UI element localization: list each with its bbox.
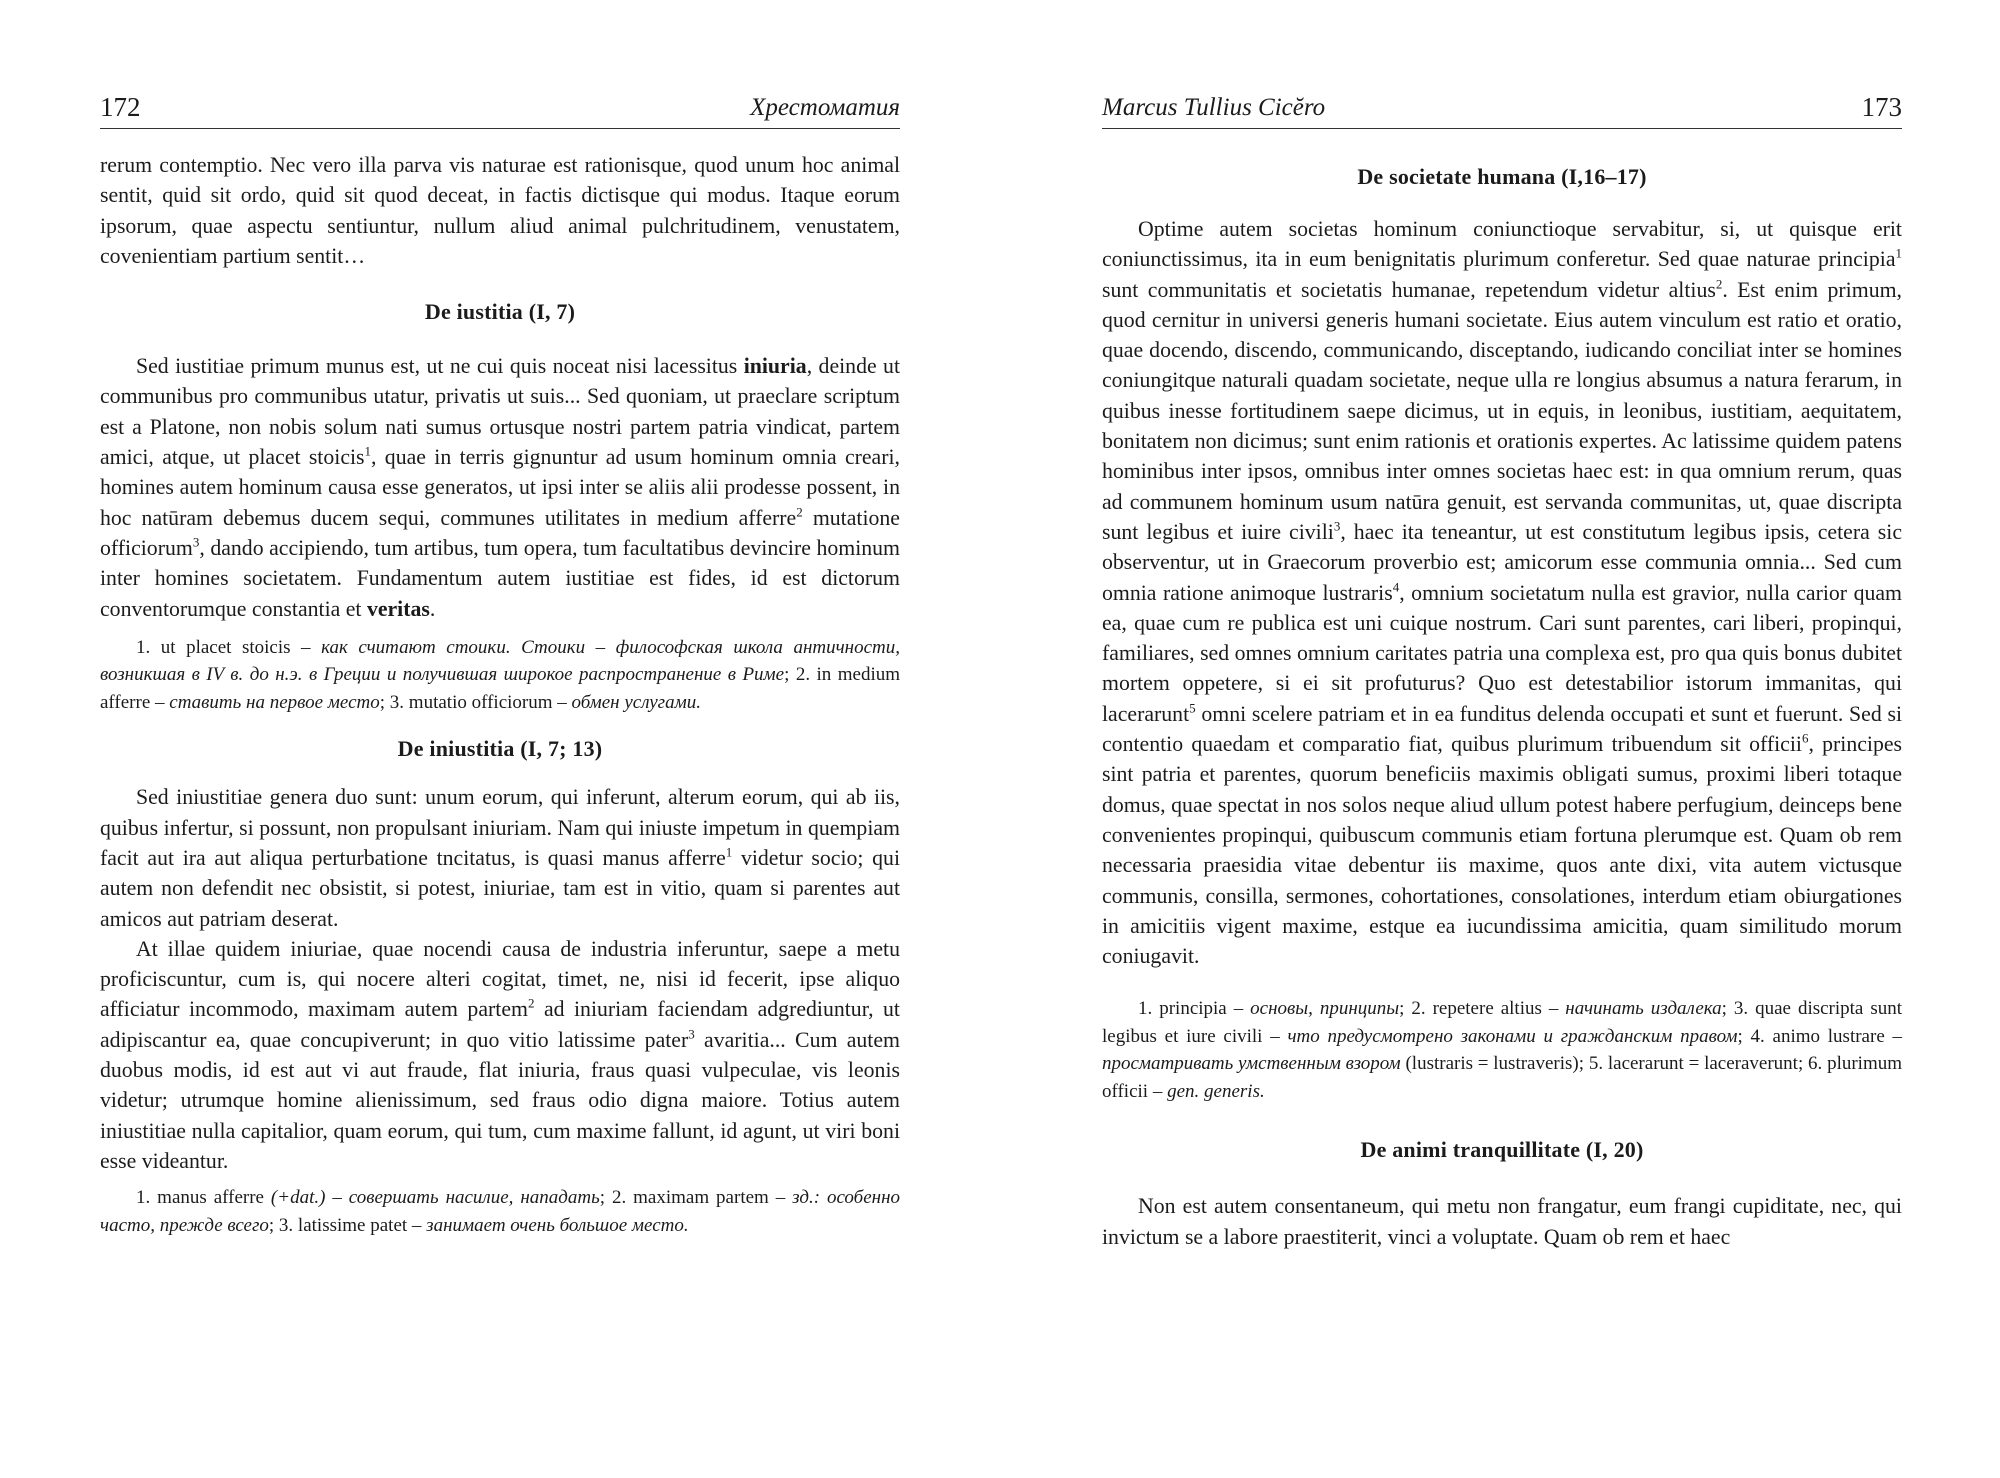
running-header [100,84,900,129]
footnote: 1. manus afferre (+dat.) – совершать насилие, нападать; 2. maximam partem – зд.: особенно часто, прежде всего; 3. latissime patet – занимает очень большое место. [100,1187,901,1236]
footnote: 1. principia – основы, принципы; 2. repetere altius – начинать издалека; 3. quae discripta sunt legibus et iure civili – что предусмотрено законами и гражданским правом; 4. animo lustrare – просматривать умственным взором (lustraris = lustraveris); 5. lacerarunt = laceraverunt; 6. plurimum officii – gen. generis. [1102,998,1903,1102]
section-heading: De iustitia (I, 7) [424,299,576,325]
footnote-ref: 2 [1715,276,1723,292]
footnote-ref: 1 [364,443,372,459]
paragraph: Sed iustitiae primum munus est, ut ne cui quis noceat nisi lacessitus iniuria, deinde ut communibus pro communibus utatur, privatis ut suis... Sed quoniam, ut praeclare scriptum est a Platone, non nobis solum nati sumus ortusque nostri partem patria vindicat, partem amici, atque, ut placet stoicis$^1$, quae in terris gignuntur ad usum hominum omnia creari, homines autem hominum causa esse generatos, ut ipsi inter se aliis alii prodesse possent, in hoc natūram debemus ducem sequi, communes utilitates in medium afferre$^2$ mutatione officiorum$^3$, dando accipiendo, tum artibus, tum opera, tum facultatibus devincire hominum inter homines societatem. Fundamentum autem iustitiae est fides, id est dictorum conventorumque constantia et veritas. [100,354,901,621]
paragraph: Sed iniustitiae genera duo sunt: unum eorum, qui inferunt, alterum eorum, qui ab iis, quibus infertur, si possunt, non propulsant iniuriam. Nam qui iniuste impetum in quempiam facit aut ira aut aliqua perturbatione tncitatus, is quasi manus afferre$^1$ videtur socio; qui autem non defendit nec obsistit, si potest, iniuriae, tam est in vitio, quam si parentes aut amicos aut patriam deserat. [100,785,900,931]
running-header [1102,84,1902,129]
footnote: 1. ut placet stoicis – как считают стоики. Стоики – философская школа античности, возникшая в IV в. до н.э. в Греции и получившая широкое распространение в Риме; 2. in medium afferre – ставить на первое место; 3. mutatio officiorum – обмен услугами. [100,636,900,713]
page-number: 173 [1861,92,1902,122]
footnote-ref: 1 [1895,246,1902,262]
section-heading: De societate humana (I,16–17) [1357,164,1647,189]
footnote-ref: 3 [192,534,200,550]
footnote-ref: 3 [1333,518,1341,534]
section-heading: De animi tranquillitate (I, 20) [1360,1137,1644,1163]
footnote-ref: 6 [1801,730,1809,746]
page-number: 172 [100,92,141,122]
left-page [100,0,900,1478]
right-page [1102,0,1902,1478]
footnote-ref: 1 [725,844,733,860]
text-column [100,150,900,1239]
running-title: Marcus Tullius Cicĕro [1102,94,1326,121]
section-heading: De iniustitia (I, 7; 13) [397,736,603,762]
paragraph: At illae quidem iniuriae, quae nocendi causa de industria inferuntur, saepe a metu proficiscuntur, cum is, qui nocere alteri cogitat, timet, ne, nisi id fecerit, ipse aliquo afficiatur incommodo, maximam autem partem$^2$ ad iniuriam faciendam adgrediuntur, ut adipiscantur ea, quae concupiverunt; in quo vitio latissime pater$^3$ avaritia... Cum autem duobus modis, id est aut vi aut fraude, flat iniuria, fraus quasi vulpeculae, vis leonis videtur; utrumque homine alienissimum, sed fraus odio digna maiore. Totius autem iniustitiae nulla capitalior, quam eorum, qui tum, cum maxime fallunt, id agunt, ut viri boni esse videantur. [100,936,900,1173]
paragraph: Optime autem societas hominum coniunctioque servabitur, si, ut quisque erit coniunctissimus, ita in eum benignitatis plurimum conferetur. Sed quae naturae principia$^1$ sunt communitatis et societatis humanae, repetendum videtur altius$^2$. Est enim primum, quod cernitur in universi generis humani societate. Eius autem vinculum est ratio et oratio, quae docendo, discendo, communicando, disceptando, iudicando conciliat inter se homines coniungitque naturali quadam societate, neque ulla re longius absumus a natura ferarum, in quibus inesse fortitudinem saepe dicimus, ut in equis, in leonibus, iustitiam, aequitatem, bonitatem non dicimus; sunt enim rationis et orationis expertes. Ac latissime quidem patens hominibus inter ipsos, omnibus inter omnes societas haec est: in qua omnium rerum, quas ad communem hominum usum natūra genuit, est servanda communitas, ut, quae discripta sunt legibus et iuire civili$^3$, haec ita teneantur, ut est constitutum legibus ipsis, cetera sic observentur, ut in Graecorum proverbio est; amicorum esse communia omnia... Sed cum omnia ratione animoque lustraris$^4$, omnium societatum nulla est gravior, nulla carior quam ea, quae cum re publica est uni cuique nostrum. Cari sunt parentes, cari liberi, propinqui, familiares, sed omnes omnium caritates patria una complexa est, pro qua quis bonus dubitet mortem oppetere, si ei sit profuturus? Quo est detestabilior istorum immanitas, qui lacerarunt$^5$ omni scelere patriam et in ea funditus delenda occupati et sunt et fuerunt. Sed si contentio quaedam et comparatio fiat, quibus plurimum tribuendum sit officii$^6$, principes sint patria et parentes, quorum beneficiis maximis obligati sumus, proximi liberi totaque domus, quae spectat in nos solos neque aliud ullum potest habere perfugium, deinceps bene convenientes propinqui, quibuscum communis etiam fortuna plerumque est. Quam ob rem necessaria praesidia vitae debentur iis maxime, quos ante dixi, vita autem victusque communis, consilla, sermones, cohortationes, consolationes, interdum etiam obiurgationes in amicitiis vigent maxime, estque ea iucundissima amicitia, quam similitudo morum coniugavit. [1102,217,1903,969]
paragraph: Non est autem consentaneum, qui metu non frangatur, eum frangi cupiditate, nec, qui invictum se a labore praestiterit, vinci a voluptate. Quam ob rem et haec [1102,1194,1902,1249]
footnote-ref: 3 [688,1026,695,1042]
footnote-ref: 2 [527,996,535,1012]
text-column [1102,162,1902,1252]
paragraph: rerum contemptio. Nec vero illa parva vis naturae est rationisque, quod unum hoc animal sentit, quid sit ordo, quid sit quod deceat, in factis dictisque qui modus. Itaque eorum ipsorum, quae aspectu sentiuntur, nullum aliud animal pulchritudinem, venustatem, covenientiam partium sentit… [100,153,900,268]
footnote-ref: 5 [1189,700,1196,716]
running-title: Хрестоматия [750,94,900,121]
footnote-ref: 2 [796,504,803,520]
footnote-ref: 4 [1392,579,1400,595]
